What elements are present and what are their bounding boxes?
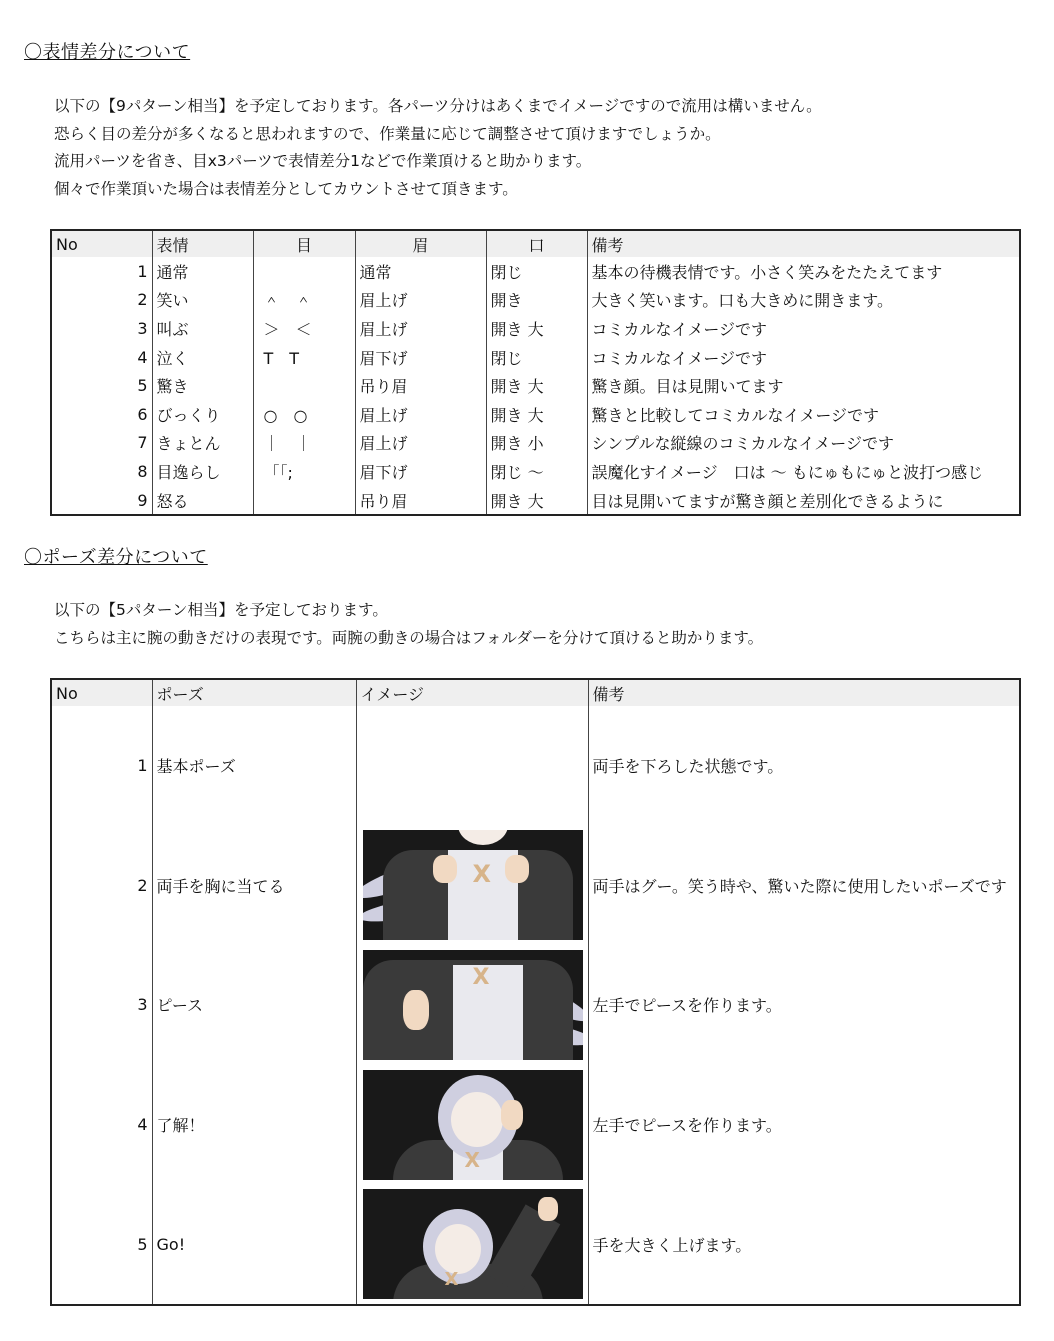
table-row: [51, 706, 1020, 826]
table-row: [51, 1184, 1020, 1305]
cell-mouth: 開き 大: [486, 371, 587, 400]
cell-no: 4: [137, 1115, 148, 1135]
cell-image: [356, 826, 588, 946]
table-row: [51, 457, 1020, 486]
cell-brow: 眉上げ: [355, 286, 486, 315]
cell-eye: ＞ ＜: [253, 314, 355, 343]
header-brow: 眉: [355, 230, 486, 257]
table-row: [51, 371, 1020, 400]
cell-no: 1: [137, 261, 148, 281]
illustration-face: [458, 830, 508, 845]
cell-note: 左手でピースを作ります。: [588, 945, 1020, 1065]
cell-expression: きょとん: [152, 429, 253, 458]
header-image: イメージ: [356, 679, 588, 706]
cell-eye: [253, 371, 355, 400]
cell-mouth: 開き 大: [486, 400, 587, 429]
header-expression: 表情: [152, 230, 253, 257]
cell-mouth: 開き 小: [486, 429, 587, 458]
illustration-hand: [433, 855, 457, 883]
cell-expression: 笑い: [152, 286, 253, 315]
table-row: [51, 400, 1020, 429]
cell-expression: 目逸らし: [152, 457, 253, 486]
cell-note: シンプルな縦線のコミカルなイメージです: [587, 429, 1020, 458]
cell-note: 驚き顔。目は見開いてます: [587, 371, 1020, 400]
illustration-cross: X: [472, 964, 490, 990]
cell-note: 両手はグー。笑う時や、驚いた際に使用したいポーズです: [588, 826, 1020, 946]
table-row: [51, 1065, 1020, 1185]
cell-eye: ｜ ｜: [253, 429, 355, 458]
illustration-cross: X: [444, 1269, 459, 1291]
pose-description-line: こちらは主に腕の動きだけの表現です。両腕の動きの場合はフォルダーを分けて頂けると助かります。: [54, 628, 764, 647]
cell-expression: 叫ぶ: [152, 314, 253, 343]
cell-brow: 眉上げ: [355, 314, 486, 343]
cell-eye: ○ ○: [253, 400, 355, 429]
cell-no: 7: [137, 433, 148, 453]
header-no: No: [51, 679, 152, 706]
cell-no: 2: [137, 290, 148, 310]
cell-expression: 怒る: [152, 486, 253, 516]
cell-image: [356, 945, 588, 1065]
cell-pose: 了解！: [152, 1065, 356, 1185]
pose-table-body: [51, 706, 1020, 1305]
cell-note: コミカルなイメージです: [587, 343, 1020, 372]
expression-table-body: [51, 257, 1020, 515]
cell-pose: ピース: [152, 945, 356, 1065]
expression-description-line: 流用パーツを省き、目x3パーツで表情差分1などで作業頂けると助かります。: [54, 152, 592, 170]
cell-image: [356, 1065, 588, 1185]
girl-arm-raised-illustration: [363, 1189, 583, 1299]
expression-description: [54, 93, 822, 203]
cell-expression: 通常: [152, 257, 253, 286]
cell-note: 誤魔化すイメージ 口は ～ もにゅもにゅと波打つ感じ: [587, 457, 1020, 486]
illustration-hand: [505, 855, 529, 883]
cell-note: 手を大きく上げます。: [588, 1184, 1020, 1305]
cell-note: 驚きと比較してコミカルなイメージです: [587, 400, 1020, 429]
cell-brow: 吊り眉: [355, 371, 486, 400]
expression-description-line: 恐らく目の差分が多くなると思われますので、作業量に応じて調整させて頂けますでしょうか。: [54, 124, 721, 143]
cell-mouth: 閉じ ～: [486, 457, 587, 486]
cell-brow: 眉下げ: [355, 343, 486, 372]
table-row: [51, 486, 1020, 516]
pose-table: [50, 678, 1021, 1306]
girl-peace-sign-illustration: [363, 950, 583, 1060]
illustration-face: [451, 1092, 503, 1147]
cell-no: 3: [137, 318, 148, 338]
expression-description-line: 以下の【9パターン相当】を予定しております。各パーツ分けはあくまでイメージですので流用は構いません。: [54, 97, 822, 115]
table-header-row: [51, 679, 1020, 706]
cell-mouth: 開き 大: [486, 486, 587, 516]
cell-mouth: 開き 大: [486, 314, 587, 343]
illustration-hand: [538, 1197, 558, 1221]
cell-pose: 基本ポーズ: [152, 706, 356, 826]
cell-no: 8: [137, 461, 148, 481]
header-mouth: 口: [486, 230, 587, 257]
header-eye: 目: [253, 230, 355, 257]
header-note: 備考: [587, 230, 1020, 257]
cell-expression: びっくり: [152, 400, 253, 429]
header-pose: ポーズ: [152, 679, 356, 706]
girl-hands-on-chest-illustration: [363, 830, 583, 940]
cell-expression: 驚き: [152, 371, 253, 400]
table-row: [51, 945, 1020, 1065]
cell-mouth: 閉じ: [486, 343, 587, 372]
illustration-hand: [403, 990, 429, 1030]
cell-no: 2: [137, 875, 148, 895]
illustration-face: [435, 1224, 481, 1274]
cell-no: 5: [137, 1234, 148, 1254]
cell-note: 左手でピースを作ります。: [588, 1065, 1020, 1185]
cell-eye: [253, 486, 355, 516]
table-row: [51, 314, 1020, 343]
expression-table: [50, 229, 1021, 516]
cell-eye: ＾ ＾: [253, 286, 355, 315]
cell-image: [356, 1184, 588, 1305]
expression-description-line: 個々で作業頂いた場合は表情差分としてカウントさせて頂きます。: [54, 179, 518, 198]
cell-no: 6: [137, 404, 148, 424]
table-row: [51, 257, 1020, 286]
pose-description-line: 以下の【5パターン相当】を予定しております。: [54, 601, 388, 619]
cell-brow: 通常: [355, 257, 486, 286]
cell-brow: 吊り眉: [355, 486, 486, 516]
cell-image: [356, 706, 588, 826]
table-header-row: [51, 230, 1020, 257]
cell-note: 大きく笑います。口も大きめに開きます。: [587, 286, 1020, 315]
table-row: [51, 429, 1020, 458]
cell-brow: 眉上げ: [355, 429, 486, 458]
cell-eye: [253, 257, 355, 286]
pose-description: [54, 597, 763, 652]
cell-note: コミカルなイメージです: [587, 314, 1020, 343]
header-note: 備考: [588, 679, 1020, 706]
cell-brow: 眉下げ: [355, 457, 486, 486]
illustration-hand: [501, 1100, 523, 1130]
cell-expression: 泣く: [152, 343, 253, 372]
cell-no: 4: [137, 347, 148, 367]
cell-mouth: 開き: [486, 286, 587, 315]
illustration-cross: X: [472, 860, 492, 889]
cell-eye: T T: [253, 343, 355, 372]
table-row: [51, 343, 1020, 372]
girl-salute-illustration: [363, 1070, 583, 1180]
cell-pose: 両手を胸に当てる: [152, 826, 356, 946]
cell-no: 9: [137, 490, 148, 510]
cell-no: 5: [137, 376, 148, 396]
cell-note: 目は見開いてますが驚き顔と差別化できるように: [587, 486, 1020, 516]
cell-no: 3: [137, 995, 148, 1015]
pose-section-heading: 〇ポーズ差分について: [24, 547, 208, 568]
illustration-cross: X: [464, 1147, 480, 1172]
table-row: [51, 286, 1020, 315]
cell-note: 両手を下ろした状態です。: [588, 706, 1020, 826]
table-row: [51, 826, 1020, 946]
cell-no: 1: [137, 756, 148, 776]
expression-section-heading: 〇表情差分について: [24, 42, 191, 63]
cell-eye: 「「;: [253, 457, 355, 486]
header-no: No: [51, 230, 152, 257]
cell-mouth: 閉じ: [486, 257, 587, 286]
cell-note: 基本の待機表情です。小さく笑みをたたえてます: [587, 257, 1020, 286]
cell-pose: Go!: [152, 1184, 356, 1305]
cell-brow: 眉上げ: [355, 400, 486, 429]
